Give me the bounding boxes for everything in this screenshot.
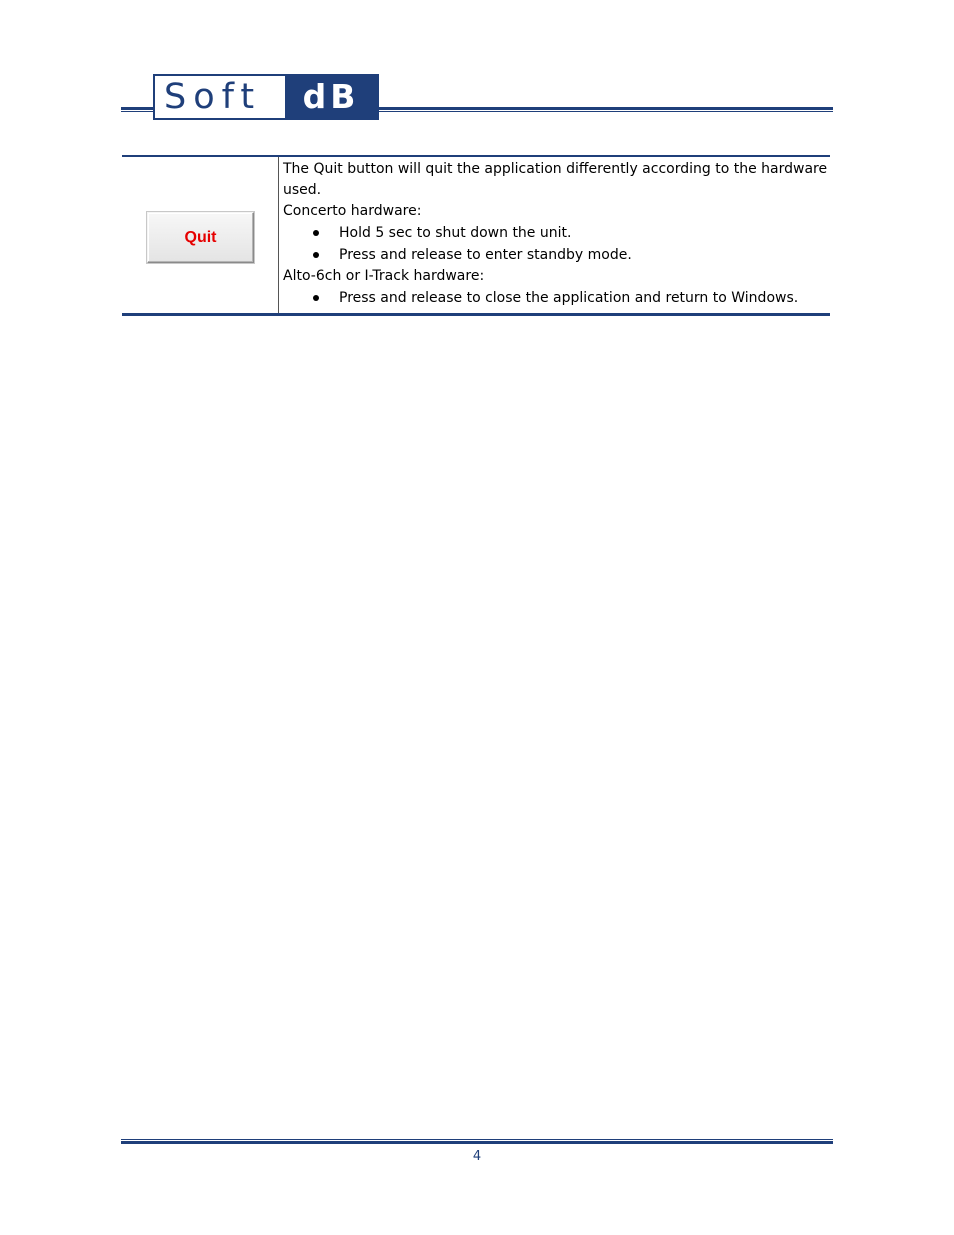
concerto-heading: Concerto hardware: (283, 203, 422, 219)
bullet-icon (313, 230, 319, 236)
logo-soft-text: Soft (155, 76, 285, 118)
footer-rule-thin (121, 1139, 833, 1140)
list-item (283, 287, 830, 309)
footer-rule-thick (121, 1141, 833, 1144)
logo-db-text: dB (285, 76, 377, 118)
bullet-icon (313, 295, 319, 301)
softdb-logo (153, 74, 379, 120)
list-item-text: Press and release to enter standby mode. (339, 247, 632, 263)
alto-list (283, 287, 830, 309)
list-item (283, 222, 830, 244)
intro-paragraph: The Quit button will quit the application differently according to the hardware used. (283, 161, 828, 198)
description-cell (279, 157, 830, 313)
concerto-list (283, 222, 830, 266)
alto-heading: Alto-6ch or I-Track hardware: (283, 268, 485, 284)
page-number: 4 (472, 1149, 482, 1164)
list-item-text: Press and release to close the application and return to Windows. (339, 290, 799, 306)
quit-description-table (122, 155, 830, 316)
quit-button-image: Quit (147, 212, 254, 263)
list-item (283, 244, 830, 266)
button-image-cell (122, 157, 279, 313)
bullet-icon (313, 252, 319, 258)
list-item-text: Hold 5 sec to shut down the unit. (339, 225, 572, 241)
